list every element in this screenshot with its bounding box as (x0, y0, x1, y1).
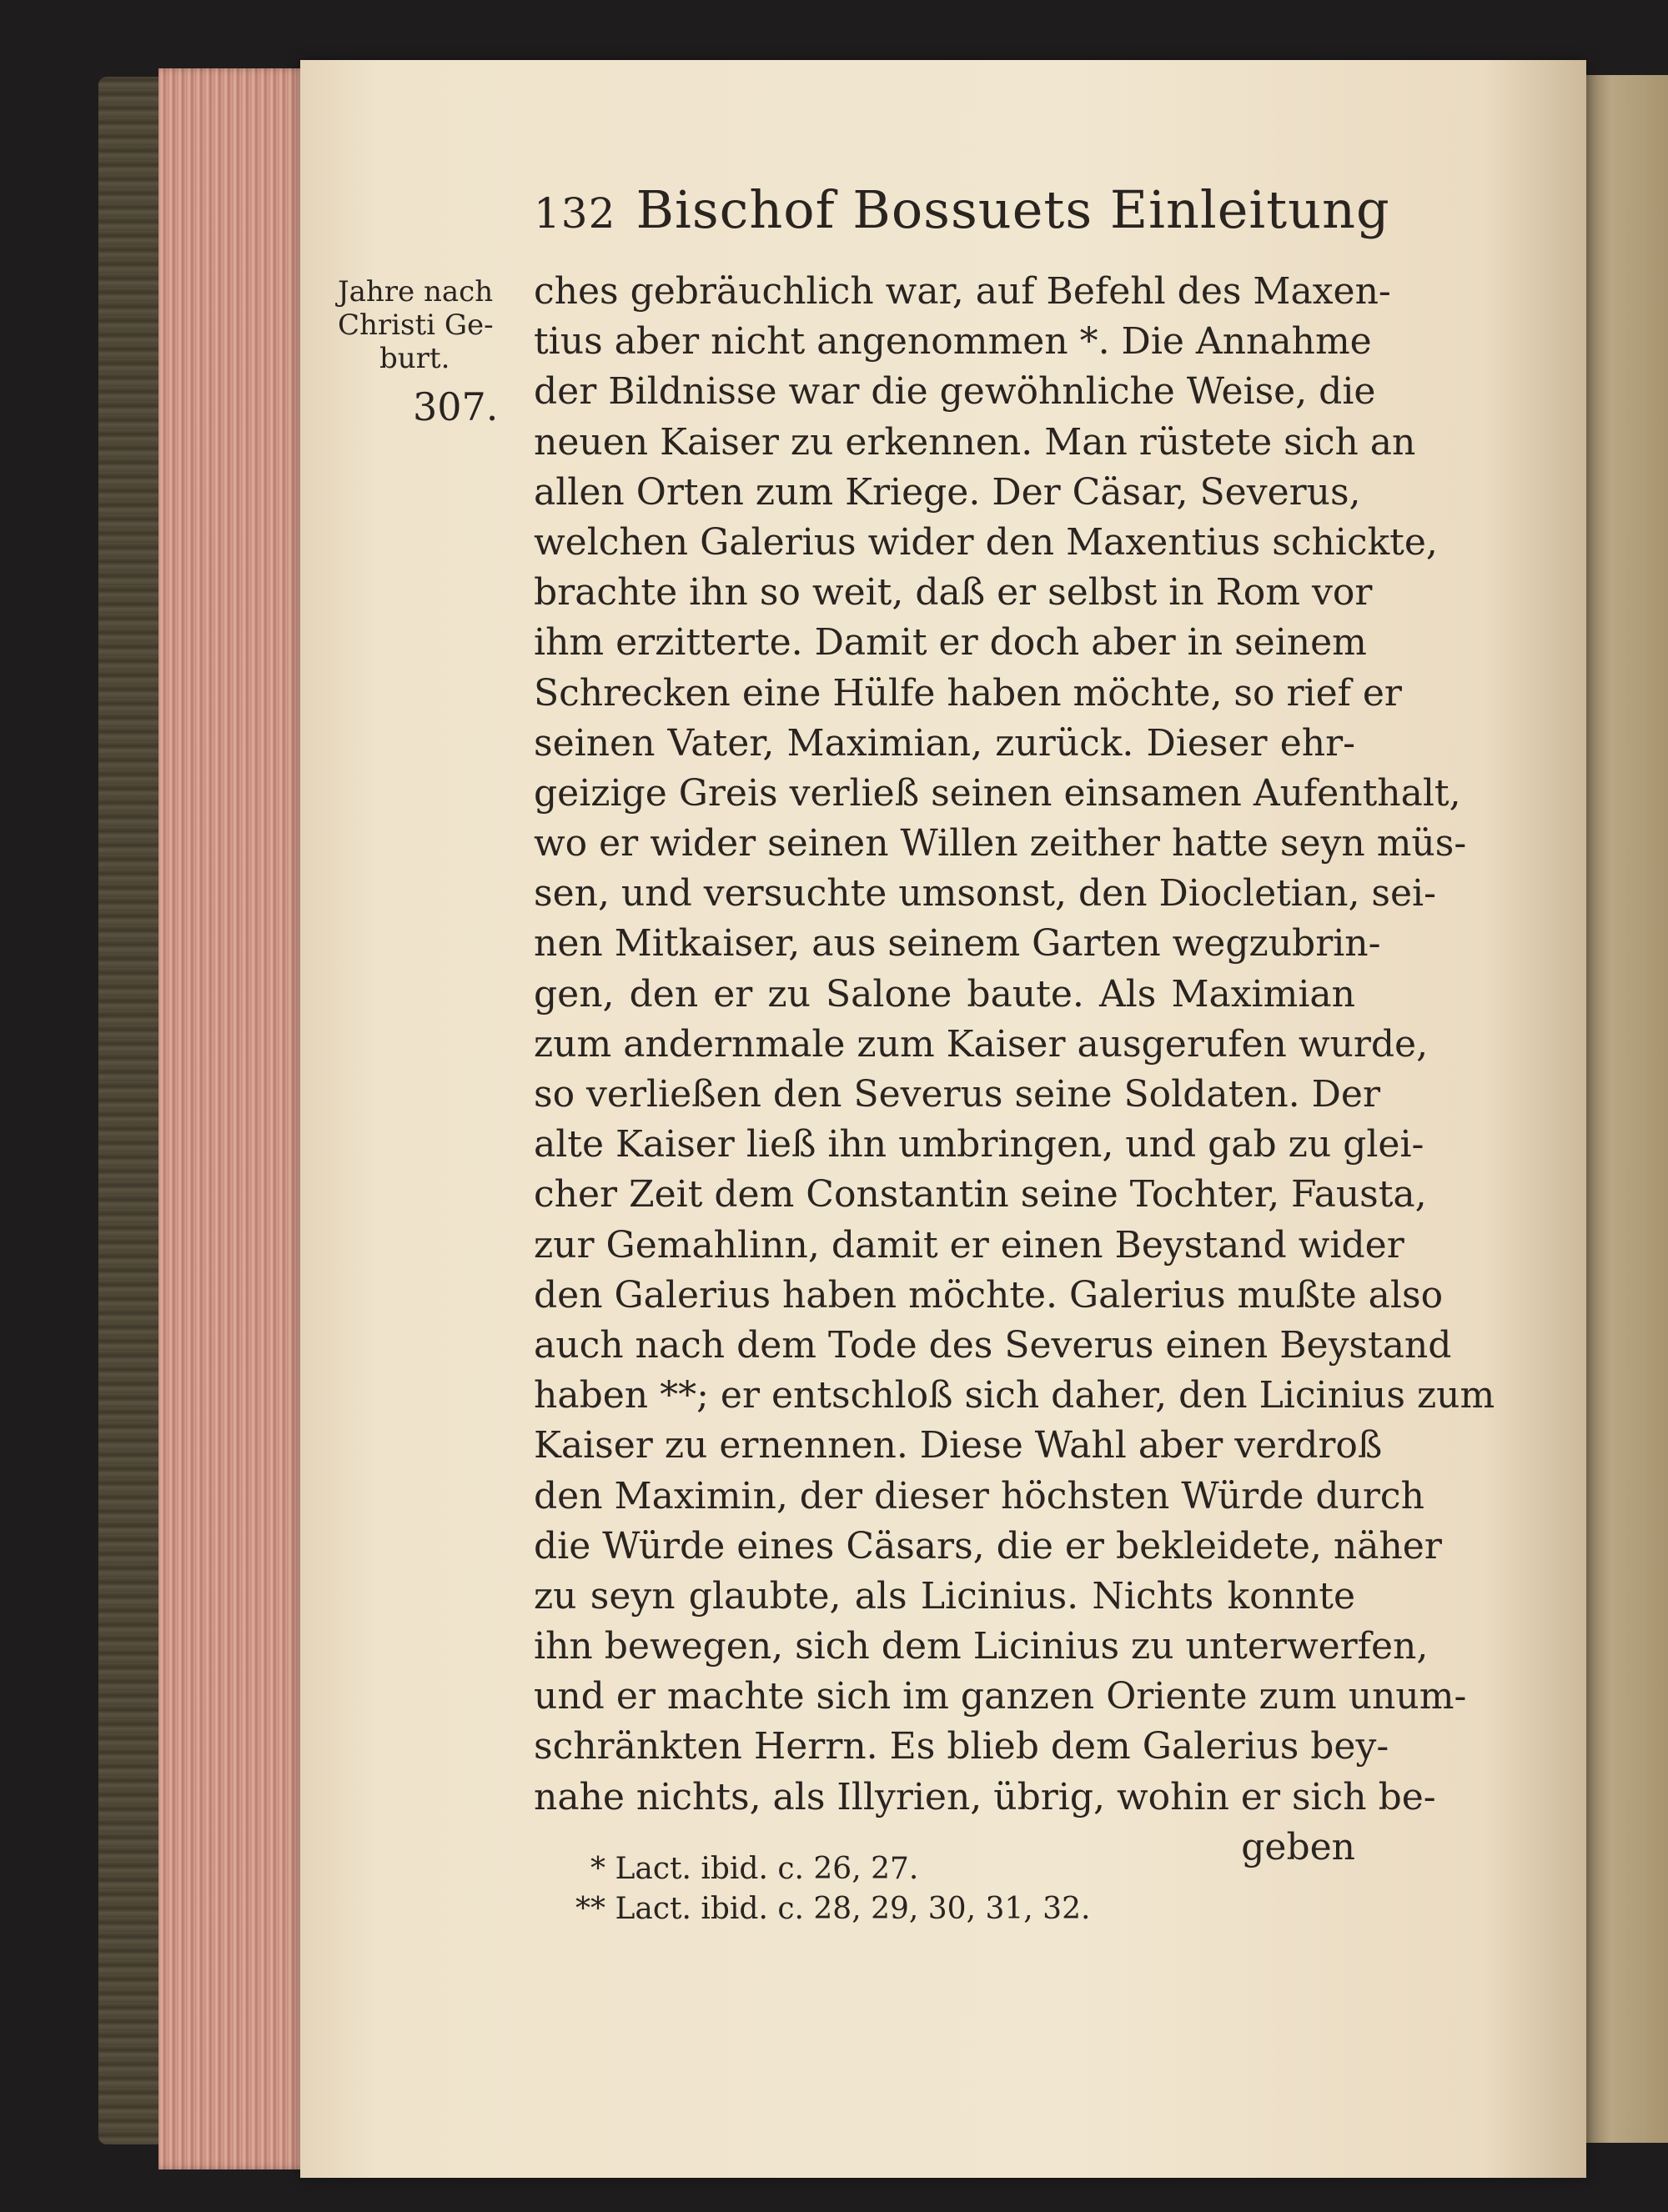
text-line: cher Zeit dem Constantin seine Tochter, Fausta, (534, 1173, 1427, 1216)
margin-note-line: Jahre nach (338, 275, 494, 308)
text-line: tius aber nicht angenommen *. Die Annahme (534, 320, 1372, 364)
footnote: ** Lact. ibid. c. 28, 29, 30, 31, 32. (575, 1892, 1091, 1926)
text-line: Schrecken eine Hülfe haben möchte, so rief er (534, 671, 1402, 715)
catchword: geben (1241, 1825, 1355, 1868)
text-line: nen Mitkaiser, aus seinem Garten wegzubrin- (534, 922, 1381, 966)
text-line: zum andernmale zum Kaiser ausgerufen wurde, (534, 1022, 1429, 1066)
text-line: zu seyn glaubte, als Licinius. Nichts konnte (534, 1574, 1355, 1618)
footnotes (575, 1849, 1243, 1929)
text-line: schränkten Herrn. Es blieb dem Galerius bey- (534, 1725, 1389, 1768)
text-line: geizige Greis verließ seinen einsamen Aufenthalt, (534, 771, 1461, 815)
body-text (534, 267, 1495, 1873)
text-line: nahe nichts, als Illyrien, übrig, wohin er sich be- (534, 1775, 1436, 1818)
text-line: ches gebräuchlich war, auf Befehl des Maxen- (534, 270, 1391, 313)
text-line: auch nach dem Tode des Severus einen Beystand (534, 1323, 1452, 1367)
text-line: zur Gemahlinn, damit er einen Beystand wider (534, 1223, 1404, 1267)
text-line: neuen Kaiser zu erkennen. Man rüstete sich an (534, 420, 1416, 464)
text-line: seinen Vater, Maximian, zurück. Dieser ehr- (534, 721, 1355, 765)
page-edges (158, 68, 309, 2169)
text-line: Kaiser zu ernennen. Diese Wahl aber verdroß (534, 1424, 1383, 1467)
margin-note-line: burt. (379, 342, 450, 375)
text-line: welchen Galerius wider den Maxentius schickte, (534, 520, 1438, 564)
text-line: brachte ihn so weit, daß er selbst in Rom vor (534, 571, 1373, 614)
text-line: ihm erzitterte. Damit er doch aber in seinem (534, 621, 1367, 665)
text-line: allen Orten zum Kriege. Der Cäsar, Severus, (534, 470, 1361, 514)
text-line: und er machte sich im ganzen Oriente zum unum- (534, 1675, 1467, 1718)
text-line: sen, und versuchte umsonst, den Diocletian, sei- (534, 872, 1436, 915)
text-line: den Galerius haben möchte. Galerius mußte also (534, 1273, 1444, 1317)
margin-year: 307. (413, 384, 499, 429)
page-number: 132 (534, 189, 616, 238)
facing-page-edge (1586, 75, 1668, 2143)
footnote: * Lact. ibid. c. 26, 27. (590, 1852, 919, 1886)
text-line: wo er wider seinen Willen zeither hatte seyn müs- (534, 822, 1467, 865)
text-line: ihn bewegen, sich dem Licinius zu unterwerfen, (534, 1625, 1429, 1668)
text-line: gen, den er zu Salone baute. Als Maximian (534, 972, 1355, 1016)
text-line: alte Kaiser ließ ihn umbringen, und gab zu glei- (534, 1123, 1424, 1166)
text-line: haben **; er entschloß sich daher, den Licinius zum (534, 1374, 1495, 1417)
text-line: den Maximin, der dieser höchsten Würde durch (534, 1474, 1424, 1517)
text-line: der Bildnisse war die gewöhnliche Weise, die (534, 370, 1376, 414)
running-header (534, 179, 1390, 254)
margin-note-line: Christi Ge- (338, 308, 494, 342)
running-title: Bischof Bossuets Einleitung (636, 179, 1390, 240)
text-line: so verließen den Severus seine Soldaten. Der (534, 1073, 1381, 1116)
margin-note (338, 275, 530, 429)
text-line: die Würde eines Cäsars, die er bekleidete, näher (534, 1524, 1442, 1567)
